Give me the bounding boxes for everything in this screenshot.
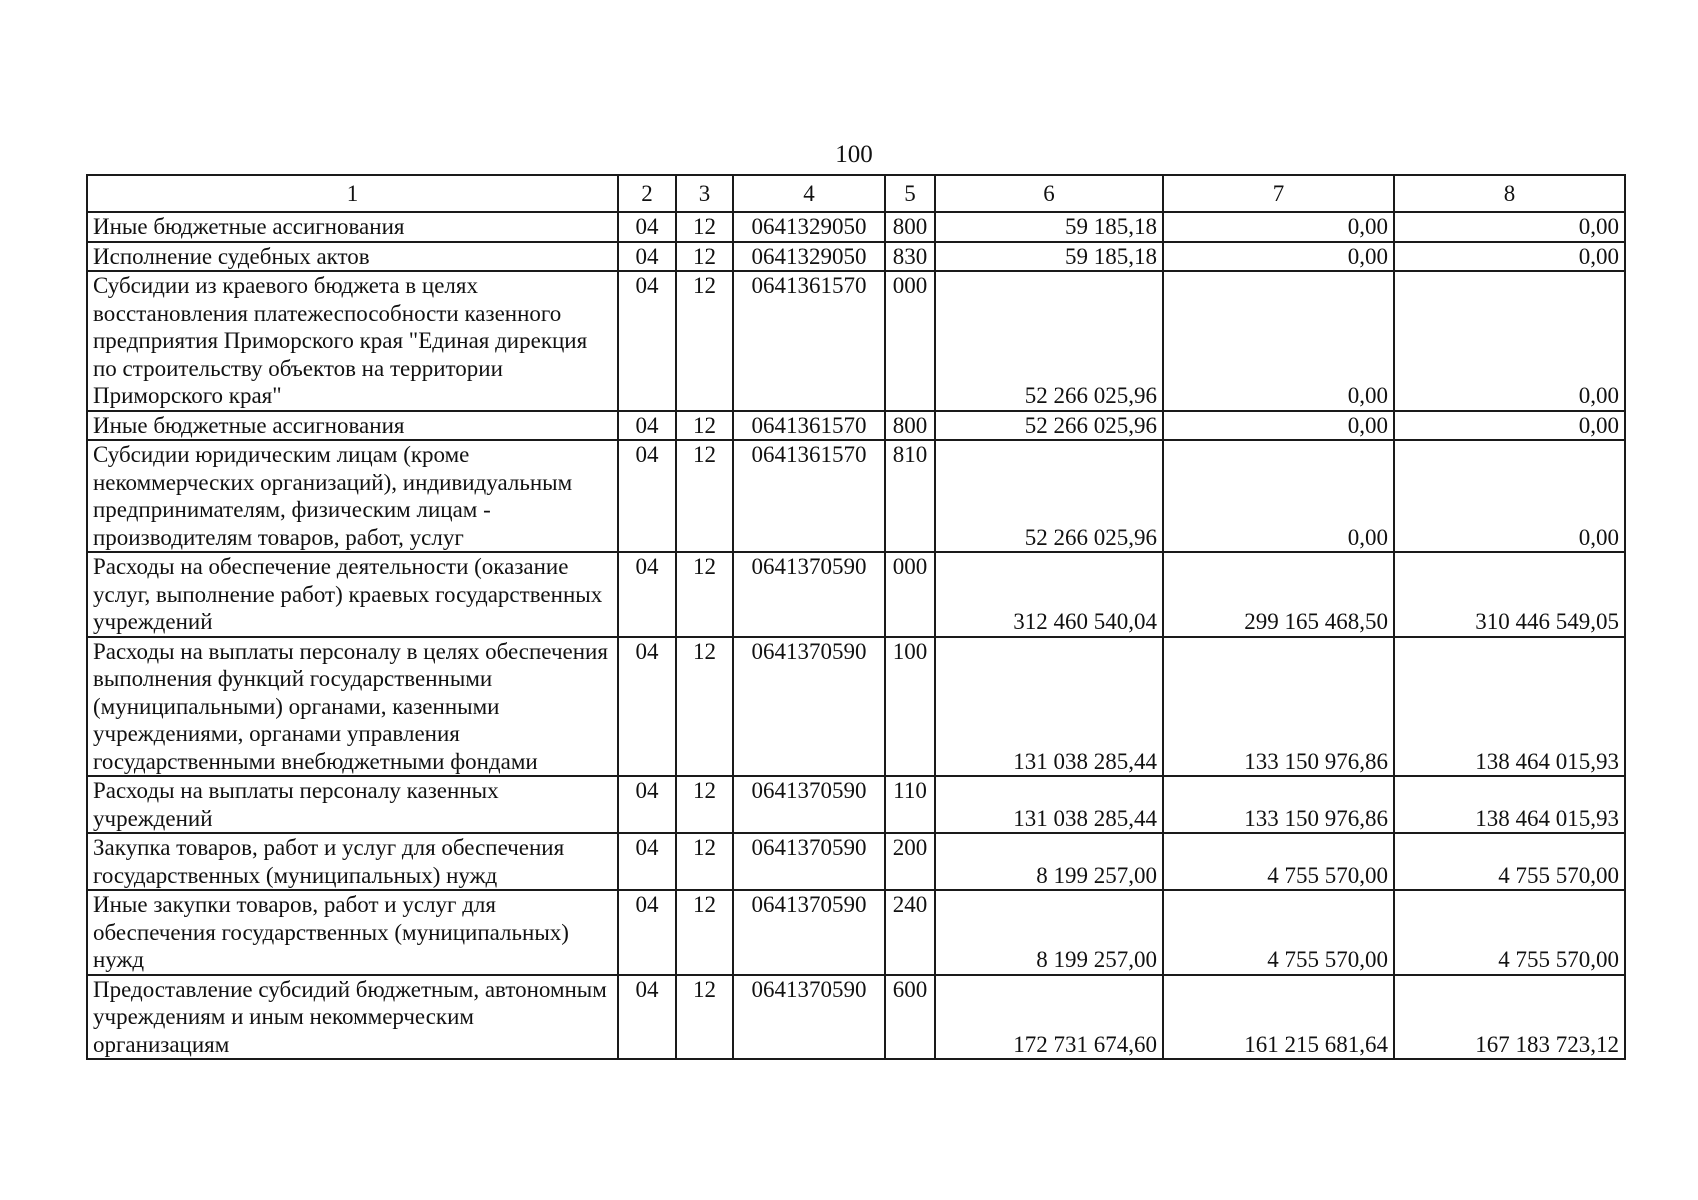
table-row: [87, 242, 1625, 272]
budget-table: [86, 174, 1626, 1060]
target-article-code: 0641370590: [733, 637, 885, 777]
amount-col8: 138 464 015,93: [1394, 637, 1625, 777]
expense-name: Расходы на выплаты персоналу в целях обеспечения выполнения функций государственными (муниципальными) органами, казенными учреждениями, органами управления государственными внебюджетными фондами: [87, 637, 618, 777]
amount-col7: 0,00: [1163, 242, 1394, 272]
amount-col7: 0,00: [1163, 411, 1394, 441]
table-row: [87, 552, 1625, 637]
expense-type-code: 000: [885, 552, 935, 637]
expense-type-code: 000: [885, 271, 935, 411]
expense-name: Иные бюджетные ассигнования: [87, 212, 618, 242]
amount-col7: 4 755 570,00: [1163, 890, 1394, 975]
section-code: 04: [618, 271, 676, 411]
target-article-code: 0641370590: [733, 552, 885, 637]
amount-col6: 59 185,18: [935, 212, 1163, 242]
section-code: 04: [618, 833, 676, 890]
section-code: 04: [618, 411, 676, 441]
target-article-code: 0641370590: [733, 975, 885, 1060]
amount-col6: 131 038 285,44: [935, 637, 1163, 777]
amount-col8: 167 183 723,12: [1394, 975, 1625, 1060]
table-row: [87, 411, 1625, 441]
expense-type-code: 830: [885, 242, 935, 272]
amount-col6: 312 460 540,04: [935, 552, 1163, 637]
amount-col6: 52 266 025,96: [935, 411, 1163, 441]
subsection-code: 12: [676, 411, 733, 441]
expense-name: Иные бюджетные ассигнования: [87, 411, 618, 441]
expense-type-code: 800: [885, 212, 935, 242]
expense-name: Субсидии из краевого бюджета в целях восстановления платежеспособности казенного предприятия Приморского края "Единая дирекция по строительству объектов на территории Приморского края": [87, 271, 618, 411]
amount-col8: 0,00: [1394, 271, 1625, 411]
section-code: 04: [618, 637, 676, 777]
amount-col6: 8 199 257,00: [935, 890, 1163, 975]
table-row: [87, 271, 1625, 411]
amount-col8: 0,00: [1394, 212, 1625, 242]
amount-col6: 172 731 674,60: [935, 975, 1163, 1060]
expense-type-code: 800: [885, 411, 935, 441]
amount-col8: 0,00: [1394, 242, 1625, 272]
target-article-code: 0641361570: [733, 411, 885, 441]
amount-col7: 133 150 976,86: [1163, 776, 1394, 833]
expense-name: Предоставление субсидий бюджетным, автономным учреждениям и иным некоммерческим организациям: [87, 975, 618, 1060]
section-code: 04: [618, 552, 676, 637]
column-header: 5: [885, 175, 935, 212]
amount-col7: 0,00: [1163, 271, 1394, 411]
table-row: [87, 440, 1625, 552]
table-row: [87, 212, 1625, 242]
amount-col8: 4 755 570,00: [1394, 833, 1625, 890]
amount-col7: 299 165 468,50: [1163, 552, 1394, 637]
amount-col7: 0,00: [1163, 440, 1394, 552]
target-article-code: 0641370590: [733, 833, 885, 890]
table-row: [87, 890, 1625, 975]
column-header: 1: [87, 175, 618, 212]
amount-col7: 4 755 570,00: [1163, 833, 1394, 890]
expense-type-code: 600: [885, 975, 935, 1060]
section-code: 04: [618, 776, 676, 833]
table-row: [87, 975, 1625, 1060]
target-article-code: 0641329050: [733, 212, 885, 242]
amount-col8: 138 464 015,93: [1394, 776, 1625, 833]
column-header: 7: [1163, 175, 1394, 212]
expense-type-code: 200: [885, 833, 935, 890]
amount-col7: 133 150 976,86: [1163, 637, 1394, 777]
subsection-code: 12: [676, 271, 733, 411]
header-row: [87, 175, 1625, 212]
table-row: [87, 833, 1625, 890]
column-header: 6: [935, 175, 1163, 212]
amount-col6: 52 266 025,96: [935, 440, 1163, 552]
page-number: 100: [835, 141, 873, 168]
section-code: 04: [618, 890, 676, 975]
subsection-code: 12: [676, 212, 733, 242]
expense-name: Субсидии юридическим лицам (кроме некоммерческих организаций), индивидуальным предпринимателям, физическим лицам - производителям товаров, работ, услуг: [87, 440, 618, 552]
expense-name: Расходы на обеспечение деятельности (оказание услуг, выполнение работ) краевых государственных учреждений: [87, 552, 618, 637]
table-row: [87, 637, 1625, 777]
subsection-code: 12: [676, 637, 733, 777]
expense-type-code: 100: [885, 637, 935, 777]
subsection-code: 12: [676, 890, 733, 975]
amount-col6: 8 199 257,00: [935, 833, 1163, 890]
subsection-code: 12: [676, 552, 733, 637]
subsection-code: 12: [676, 776, 733, 833]
column-header: 4: [733, 175, 885, 212]
amount-col8: 310 446 549,05: [1394, 552, 1625, 637]
expense-name: Исполнение судебных актов: [87, 242, 618, 272]
expense-type-code: 240: [885, 890, 935, 975]
target-article-code: 0641370590: [733, 890, 885, 975]
subsection-code: 12: [676, 242, 733, 272]
target-article-code: 0641370590: [733, 776, 885, 833]
expense-name: Расходы на выплаты персоналу казенных учреждений: [87, 776, 618, 833]
column-header: 3: [676, 175, 733, 212]
section-code: 04: [618, 242, 676, 272]
table-row: [87, 776, 1625, 833]
expense-name: Иные закупки товаров, работ и услуг для обеспечения государственных (муниципальных) нужд: [87, 890, 618, 975]
subsection-code: 12: [676, 440, 733, 552]
amount-col8: 0,00: [1394, 440, 1625, 552]
amount-col6: 59 185,18: [935, 242, 1163, 272]
amount-col6: 131 038 285,44: [935, 776, 1163, 833]
column-header: 8: [1394, 175, 1625, 212]
amount-col7: 161 215 681,64: [1163, 975, 1394, 1060]
expense-type-code: 810: [885, 440, 935, 552]
section-code: 04: [618, 440, 676, 552]
section-code: 04: [618, 212, 676, 242]
target-article-code: 0641361570: [733, 440, 885, 552]
amount-col6: 52 266 025,96: [935, 271, 1163, 411]
expense-name: Закупка товаров, работ и услуг для обеспечения государственных (муниципальных) нужд: [87, 833, 618, 890]
subsection-code: 12: [676, 833, 733, 890]
section-code: 04: [618, 975, 676, 1060]
amount-col8: 4 755 570,00: [1394, 890, 1625, 975]
column-header: 2: [618, 175, 676, 212]
expense-type-code: 110: [885, 776, 935, 833]
target-article-code: 0641361570: [733, 271, 885, 411]
target-article-code: 0641329050: [733, 242, 885, 272]
subsection-code: 12: [676, 975, 733, 1060]
amount-col7: 0,00: [1163, 212, 1394, 242]
amount-col8: 0,00: [1394, 411, 1625, 441]
